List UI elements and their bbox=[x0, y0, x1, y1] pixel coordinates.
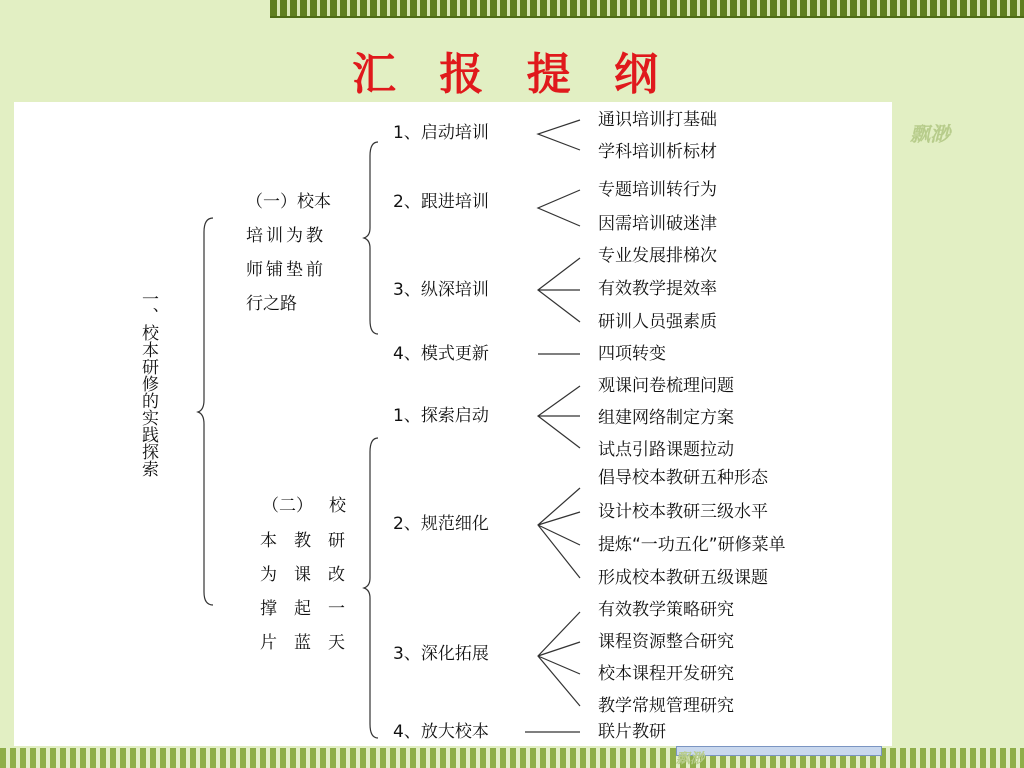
bottom-toolbar-strip bbox=[676, 746, 882, 756]
outline-item: 1、探索启动 bbox=[393, 406, 489, 426]
root-label: 一、校本研修的实践探索 bbox=[138, 290, 158, 477]
section2-label-cell: 研 bbox=[328, 531, 345, 551]
section1-brace bbox=[364, 142, 378, 334]
outline-item: 3、深化拓展 bbox=[393, 644, 489, 664]
item-connector bbox=[538, 386, 580, 448]
item-connector bbox=[538, 488, 580, 578]
section2-label-cell: 本 bbox=[260, 531, 277, 551]
outline-leaf: 学科培训析标材 bbox=[598, 142, 717, 162]
outline-item: 2、规范细化 bbox=[393, 514, 489, 534]
outline-leaf: 观课问卷梳理问题 bbox=[598, 376, 734, 396]
outline-leaf: 有效教学策略研究 bbox=[598, 600, 734, 620]
outline-leaf: 研训人员强素质 bbox=[598, 312, 717, 332]
outline-item: 4、放大校本 bbox=[393, 722, 489, 742]
section1-label-line: （一）校本 bbox=[246, 192, 331, 212]
outline-leaf: 试点引路课题拉动 bbox=[598, 440, 734, 460]
outline-leaf: 形成校本教研五级课题 bbox=[598, 568, 768, 588]
section1-label-line: 师铺垫前 bbox=[246, 260, 326, 280]
item-connector bbox=[538, 120, 580, 150]
watermark-logo: 飘渺 bbox=[910, 122, 950, 146]
outline-leaf: 联片教研 bbox=[598, 722, 666, 742]
root-brace bbox=[198, 218, 213, 605]
section2-brace bbox=[364, 438, 378, 738]
outline-leaf: 专业发展排梯次 bbox=[598, 246, 717, 266]
section2-label-cell: 一 bbox=[328, 599, 345, 619]
outline-leaf: 教学常规管理研究 bbox=[598, 696, 734, 716]
section2-label-cell: 天 bbox=[328, 633, 345, 653]
outline-leaf: 设计校本教研三级水平 bbox=[598, 502, 768, 522]
section1-label-line: 培训为教 bbox=[246, 226, 326, 246]
section2-label-cell: 蓝 bbox=[294, 633, 311, 653]
section2-label-cell: 教 bbox=[294, 531, 311, 551]
section2-label-cell: 课 bbox=[294, 565, 311, 585]
section2-label-cell: （二） bbox=[262, 496, 313, 516]
section2-label-cell: 校 bbox=[329, 496, 346, 516]
outline-leaf: 提炼“一功五化”研修菜单 bbox=[598, 535, 786, 555]
section1-label-line: 行之路 bbox=[246, 294, 297, 314]
outline-item: 1、启动培训 bbox=[393, 123, 489, 143]
outline-leaf: 校本课程开发研究 bbox=[598, 664, 734, 684]
outline-item: 3、纵深培训 bbox=[393, 280, 489, 300]
item-connector bbox=[538, 258, 580, 322]
page-title: 汇 报 提 纲 bbox=[352, 49, 672, 100]
outline-leaf: 专题培训转行为 bbox=[598, 180, 717, 200]
section2-label-cell: 撑 bbox=[260, 599, 277, 619]
section2-label-cell: 为 bbox=[260, 565, 277, 585]
outline-leaf: 有效教学提效率 bbox=[598, 279, 717, 299]
watermark-logo: 飘渺 bbox=[676, 751, 704, 767]
item-connector bbox=[538, 612, 580, 706]
section2-label-cell: 改 bbox=[328, 565, 345, 585]
section2-label-cell: 起 bbox=[294, 599, 311, 619]
outline-leaf: 课程资源整合研究 bbox=[598, 632, 734, 652]
outline-leaf: 组建网络制定方案 bbox=[598, 408, 734, 428]
outline-item: 4、模式更新 bbox=[393, 344, 489, 364]
item-connector bbox=[538, 190, 580, 226]
section2-label-cell: 片 bbox=[260, 633, 277, 653]
outline-item: 2、跟进培训 bbox=[393, 192, 489, 212]
outline-leaf: 因需培训破迷津 bbox=[598, 214, 717, 234]
outline-leaf: 倡导校本教研五种形态 bbox=[598, 468, 768, 488]
outline-leaf: 通识培训打基础 bbox=[598, 110, 717, 130]
outline-leaf: 四项转变 bbox=[598, 344, 666, 364]
